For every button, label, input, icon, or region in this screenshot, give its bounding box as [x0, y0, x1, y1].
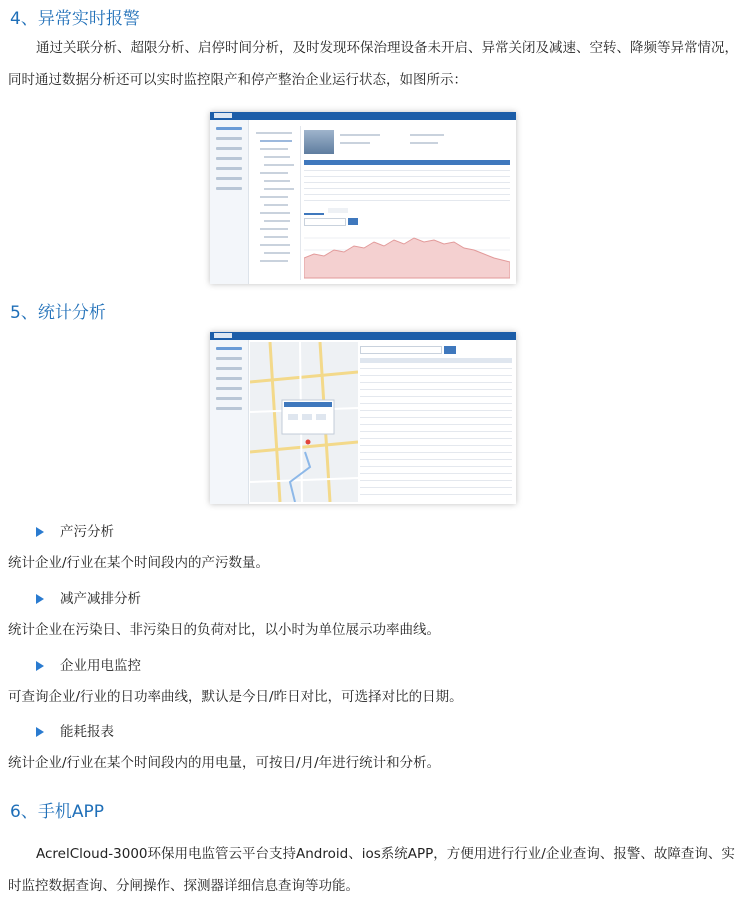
section-heading-alarm: 4、异常实时报警 [10, 9, 140, 29]
date-picker [304, 218, 346, 226]
tab-active [304, 208, 324, 215]
app-header-bar-2 [210, 332, 516, 340]
bullet-title: 产污分析 [60, 524, 114, 540]
bullet-reduction [36, 587, 141, 607]
bullet-power-monitor [36, 654, 141, 674]
brand-logo-icon-2 [214, 333, 232, 338]
bullet-title: 减产减排分析 [60, 591, 141, 607]
bullet-title: 能耗报表 [60, 724, 114, 740]
search-input [360, 346, 442, 354]
app-sidebar-2 [210, 340, 249, 504]
paragraph-app-text: AcrelCloud-3000环保用电监管云平台支持Android、ios系统APP，方便用进行行业/企业查询、报警、故障查询、实时监控数据查询、分闸操作、探测器详细信息查询等功能。 [8, 846, 735, 894]
paragraph-app [8, 838, 742, 902]
bullet-pollution [36, 520, 114, 540]
power-curve-chart [304, 228, 510, 280]
app-sidebar [210, 120, 249, 284]
arrow-icon [36, 594, 44, 604]
bullet-title: 企业用电监控 [60, 658, 141, 674]
enterprise-photo [304, 130, 334, 154]
paragraph-alarm [8, 32, 742, 96]
section-heading-stats: 5、统计分析 [10, 303, 106, 323]
section-heading-app: 6、手机APP [10, 802, 104, 822]
app-header-bar [210, 112, 516, 120]
bullet-energy-report-text: 统计企业/行业在某个时间段内的用电量，可按日/月/年进行统计和分析。 [8, 755, 441, 771]
tab-inactive [328, 208, 348, 213]
bullet-power-monitor-text: 可查询企业/行业的日功率曲线，默认是今日/昨日对比，可选择对比的日期。 [8, 689, 463, 705]
table-header [304, 160, 510, 165]
bullet-energy-report [36, 720, 114, 740]
brand-logo-icon [214, 113, 232, 118]
search-button [444, 346, 456, 354]
enterprise-map [250, 342, 358, 502]
stats-screenshot [210, 332, 516, 504]
bullet-reduction-text: 统计企业在污染日、非污染日的负荷对比，以小时为单位展示功率曲线。 [8, 622, 440, 638]
arrow-icon [36, 661, 44, 671]
bullet-pollution-text: 统计企业/行业在某个时间段内的产污数量。 [8, 555, 270, 571]
arrow-icon [36, 527, 44, 537]
enterprise-tree-panel [252, 126, 301, 280]
paragraph-alarm-text: 通过关联分析、超限分析、启停时间分析，及时发现环保治理设备未开启、异常关闭及减速、空转、降频等异常情况，同时通过数据分析还可以实时监控限产和停产整治企业运行状态，如图所示： [8, 40, 738, 88]
table-header-2 [360, 358, 512, 363]
alarm-screenshot [210, 112, 516, 284]
query-button [348, 218, 358, 225]
arrow-icon [36, 727, 44, 737]
